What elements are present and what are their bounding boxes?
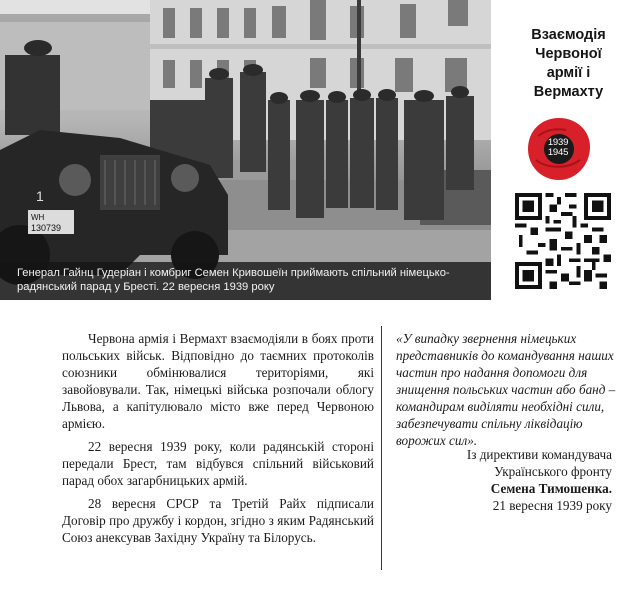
svg-text:1: 1 [36, 188, 44, 204]
title-line-3: армії і [546, 65, 591, 81]
poppy-years [541, 138, 575, 158]
attribution-line-1: Із директиви командувача [466, 447, 612, 462]
poppy-year-end: 1945 [547, 147, 569, 158]
poppy-year-start: 1939 [547, 137, 569, 148]
directive-quote: «У випадку звернення німецьких представників до командування наших частин про надання допомоги для знищення польських частин або банд – командирам виділяти необхідні сили, забезпечувати спільну ліквідацію ворожих сил». [396, 331, 616, 448]
main-text [62, 330, 374, 552]
title-line-1: Взаємодія [531, 27, 606, 43]
license-plate: 130739 [31, 223, 62, 233]
license-plate-top: WH [31, 213, 45, 222]
paragraph-1: Червона армія і Вермахт взаємодіяли в боях проти польських військ. Відповідно до таємних протоколів союзники обмінювалися територіями, які завойовували. Так, німецькі війська розпочали облогу Львова, а капітулювало місто вже перед Червоною армією. [62, 331, 374, 431]
parade-photo [0, 0, 491, 300]
paragraph-3: 28 вересня СРСР та Третій Райх підписали Договір про дружбу і кордон, згідно з яким Радянський Союз анексував Західну Україну та Білорусь. [62, 496, 374, 545]
paragraph-2: 22 вересня 1939 року, коли радянській стороні передали Брест, там відбувся спільний військовий парад обох загарбницьких армій. [62, 439, 374, 488]
photo-caption: Генерал Гайнц Гудеріан і комбриг Семен Кривошеїн приймають спільний німецько-радянський парад у Бресті. 22 вересня 1939 року [0, 262, 491, 300]
attribution-name: Семена Тимошенка. [490, 481, 612, 496]
section-title [497, 26, 640, 102]
title-line-4: Вермахту [533, 84, 604, 100]
parade-scene [0, 0, 491, 300]
column-divider [381, 326, 382, 570]
attribution-date: 21 вересня 1939 року [492, 498, 612, 513]
qr-code[interactable] [515, 193, 611, 289]
quote-attribution [396, 446, 612, 514]
title-line-2: Червоної [535, 46, 602, 62]
attribution-line-2: Українського фронту [494, 464, 612, 479]
